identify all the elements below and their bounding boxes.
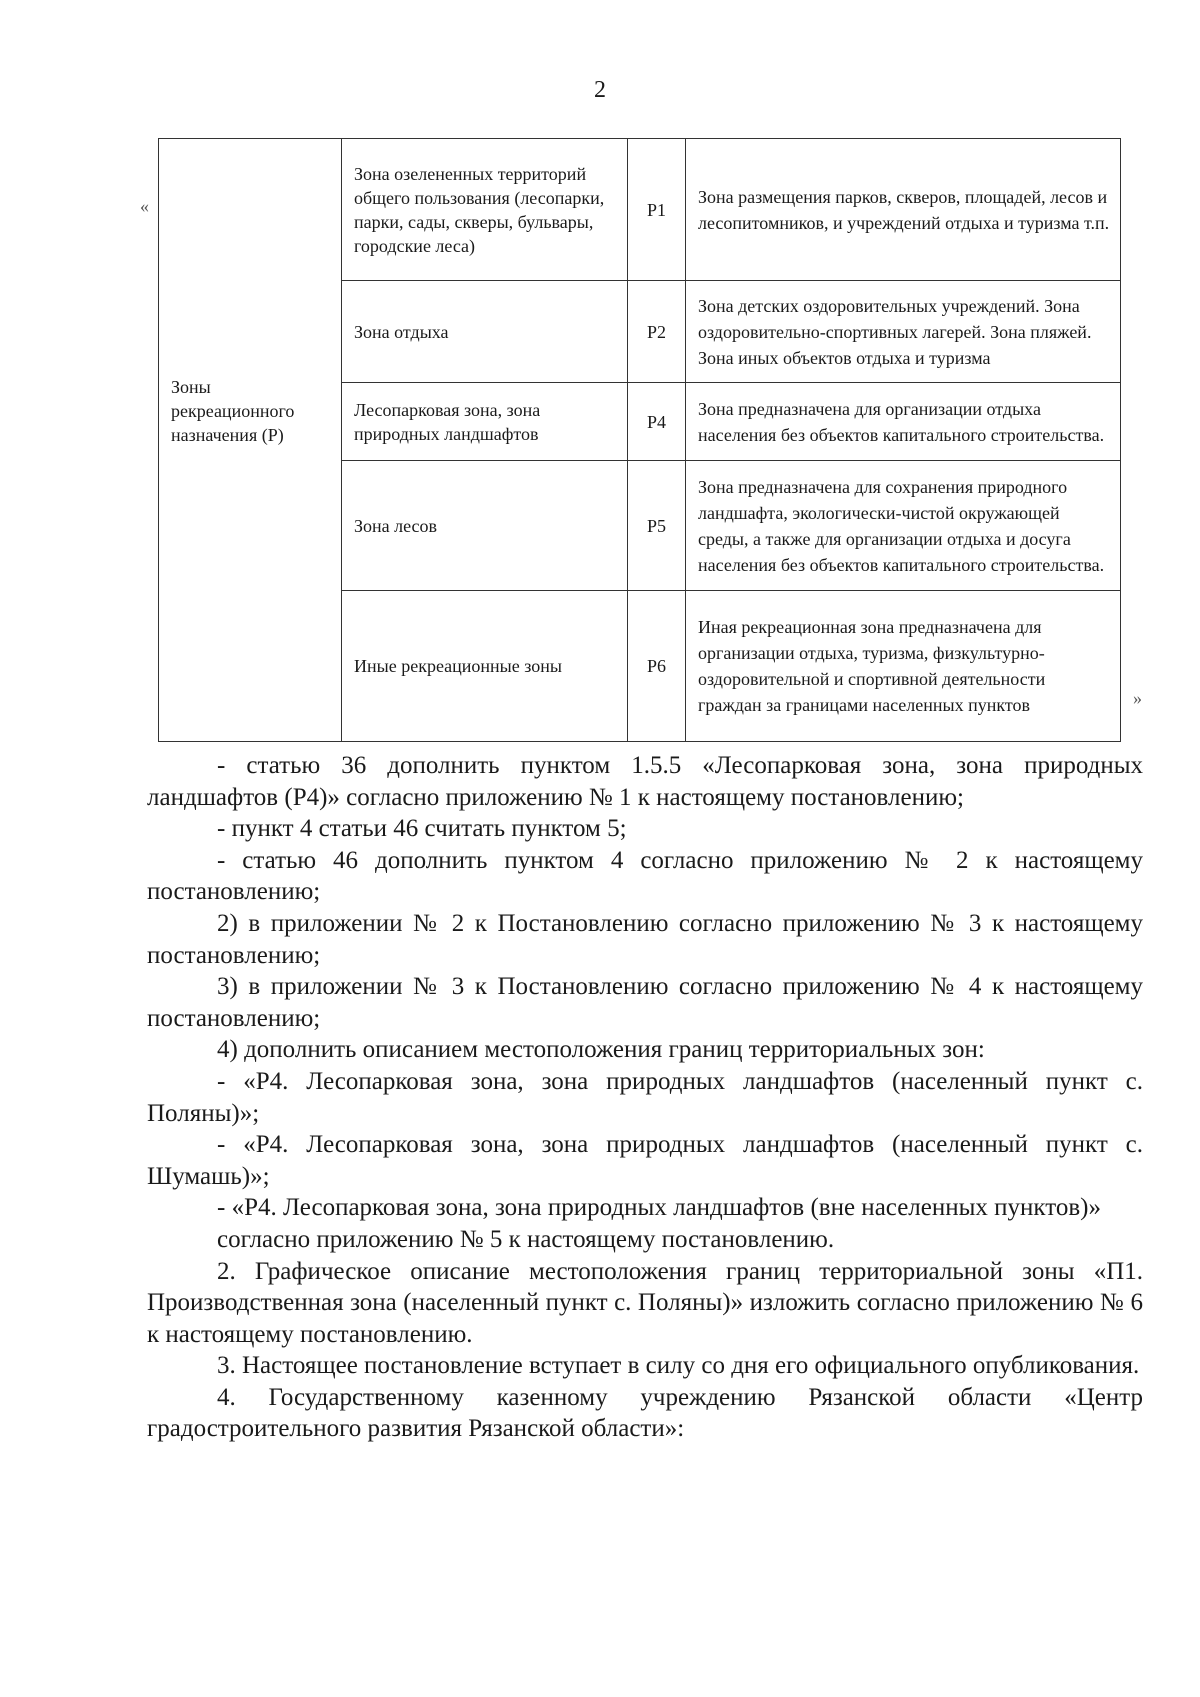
- zone-description: Зона детских оздоровительных учреждений. Зона оздоровительно-спортивных лагерей. Зона пляжей. Зона иных объектов отдыха и туризма: [686, 281, 1121, 383]
- paragraph: 4. Государственному казенному учреждению Рязанской области «Центр градостроительного развития Рязанской области»:: [147, 1383, 1143, 1443]
- paragraph: 4) дополнить описанием местоположения границ территориальных зон:: [217, 1036, 985, 1064]
- document-body: [147, 750, 1143, 1445]
- paragraph: - статью 46 дополнить пунктом 4 согласно приложению № 2 к настоящему постановлению;: [147, 846, 1143, 906]
- zone-code: Р2: [628, 281, 686, 383]
- zone-description: Зона предназначена для сохранения природного ландшафта, экологически-чистой окружающей среды, а также для организации отдыха и досуга населения без объектов капитального строительства.: [686, 461, 1121, 591]
- table-row: [159, 139, 1121, 281]
- paragraph: 2) в приложении № 2 к Постановлению согласно приложению № 3 к настоящему постановлению;: [147, 909, 1143, 969]
- zone-name: Иные рекреационные зоны: [342, 591, 628, 742]
- zone-code: Р4: [628, 383, 686, 461]
- page-number: 2: [594, 77, 606, 103]
- zone-name: Зона озелененных территорий общего пользования (лесопарки, парки, сады, скверы, бульвары, городские леса): [342, 139, 628, 281]
- paragraph: согласно приложению № 5 к настоящему постановлению.: [217, 1225, 835, 1253]
- paragraph: 3) в приложении № 3 к Постановлению согласно приложению № 4 к настоящему постановлению;: [147, 973, 1143, 1032]
- zone-group-label: Зоны рекреационного назначения (Р): [159, 139, 342, 742]
- zone-code: Р6: [628, 591, 686, 742]
- closing-quote: »: [1133, 688, 1142, 708]
- zone-code: Р1: [628, 139, 686, 281]
- zone-description: Зона предназначена для организации отдыха населения без объектов капитального строительства.: [686, 383, 1121, 461]
- paragraph: - «Р4. Лесопарковая зона, зона природных ландшафтов (населенный пункт с. Шумашь)»;: [147, 1131, 1143, 1190]
- paragraph: - «Р4. Лесопарковая зона, зона природных ландшафтов (населенный пункт с. Поляны)»;: [147, 1067, 1143, 1127]
- paragraph: 2. Графическое описание местоположения границ территориальной зоны «П1. Производственная зона (населенный пункт с. Поляны)» изложить согласно приложению № 6 к настоящему постановлению.: [147, 1257, 1143, 1348]
- zone-code: Р5: [628, 461, 686, 591]
- zone-name: Зона отдыха: [342, 281, 628, 383]
- zone-name: Лесопарковая зона, зона природных ландшафтов: [342, 383, 628, 461]
- paragraph: - пункт 4 статьи 46 считать пунктом 5;: [217, 815, 627, 843]
- opening-quote: «: [140, 196, 149, 216]
- paragraph: 3. Настоящее постановление вступает в силу со дня его официального опубликования.: [217, 1352, 1140, 1380]
- zone-name: Зона лесов: [342, 461, 628, 591]
- zone-description: Иная рекреационная зона предназначена для организации отдыха, туризма, физкультурно-оздоровительной и спортивной деятельности граждан за границами населенных пунктов: [686, 591, 1121, 742]
- zone-description: Зона размещения парков, скверов, площадей, лесов и лесопитомников, и учреждений отдыха и туризма т.п.: [686, 139, 1121, 281]
- paragraph: - «Р4. Лесопарковая зона, зона природных ландшафтов (вне населенных пунктов)»: [217, 1194, 1101, 1222]
- paragraph: - статью 36 дополнить пунктом 1.5.5 «Лесопарковая зона, зона природных ландшафтов (Р4)» согласно приложению № 1 к настоящему постановлению;: [147, 752, 1143, 811]
- zones-table: [158, 138, 1121, 742]
